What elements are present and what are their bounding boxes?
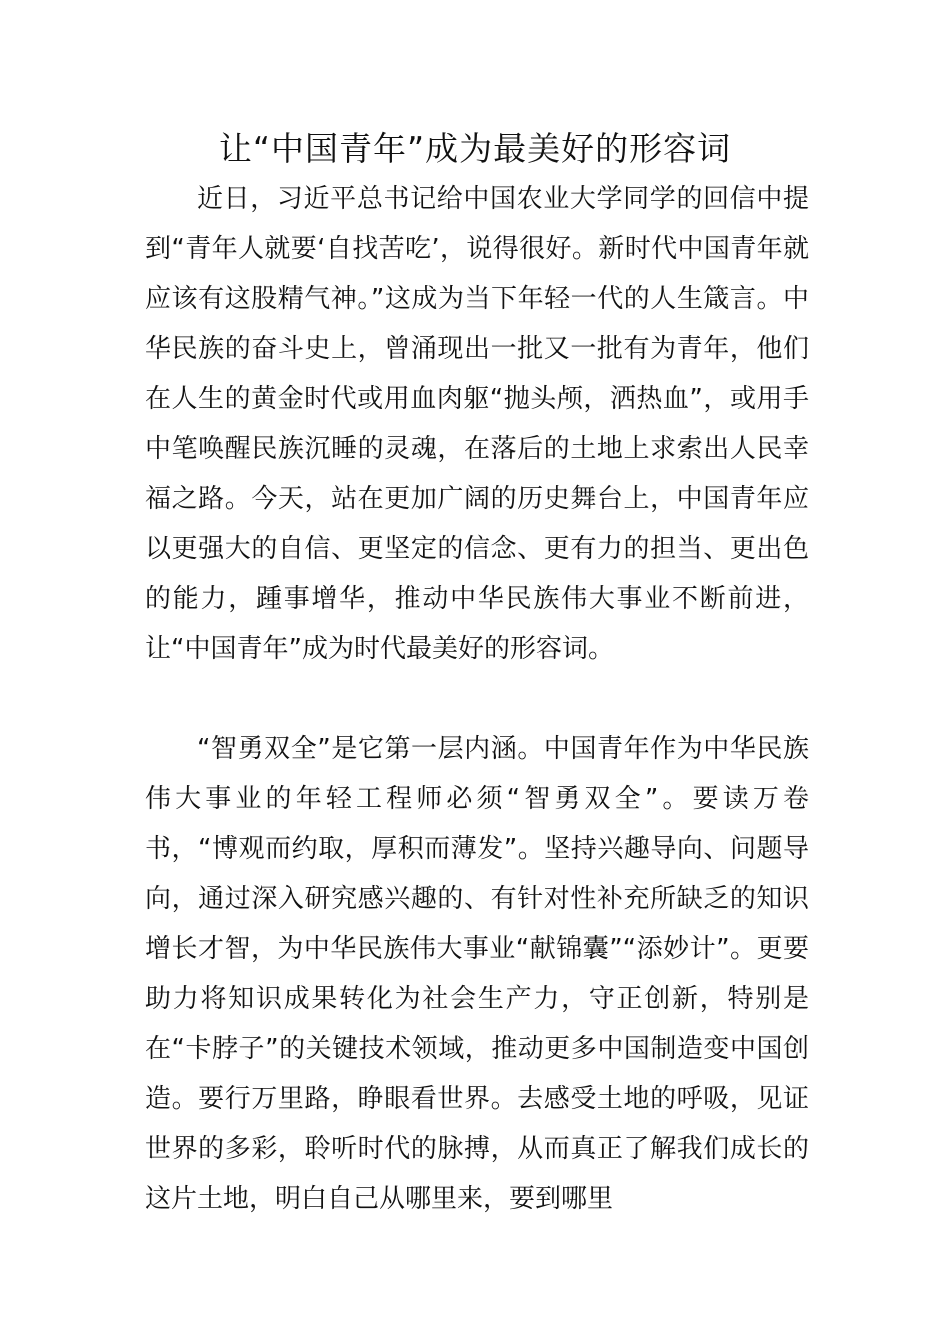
paragraph-1: 近日，习近平总书记给中国农业大学同学的回信中提到“青年人就要‘自找苦吃’，说得很好。新时代中国青年就应该有这股精气神。”这成为当下年轻一代的人生箴言。中华民族的奋斗史上，曾涌现出一批又一批有为青年，他们在人生的黄金时代或用血肉躯“抛头颅，洒热血”，或用手中笔唤醒民族沉睡的灵魂，在落后的土地上求索出人民幸福之路。今天，站在更加广阔的历史舞台上，中国青年应以更强大的自信、更坚定的信念、更有力的担当、更出色的能力，踵事增华，推动中华民族伟大事业不断前进，让“中国青年”成为时代最美好的形容词。 xyxy=(145,184,809,664)
document-title: 让“中国青年”成为最美好的形容词 xyxy=(218,129,732,168)
paragraph-2: “智勇双全”是它第一层内涵。中国青年作为中华民族伟大事业的年轻工程师必须“智勇双全”。要读万卷书，“博观而约取，厚积而薄发”。坚持兴趣导向、问题导向，通过深入研究感兴趣的、有针对性补充所缺乏的知识增长才智，为中华民族伟大事业“献锦囊”“添妙计”。更要助力将知识成果转化为社会生产力，守正创新，特别是在“卡脖子”的关键技术领域，推动更多中国制造变中国创造。要行万里路，睁眼看世界。去感受土地的呼吸，见证世界的多彩，聆听时代的脉搏，从而真正了解我们成长的这片土地，明白自己从哪里来，要到哪里 xyxy=(145,734,809,1214)
